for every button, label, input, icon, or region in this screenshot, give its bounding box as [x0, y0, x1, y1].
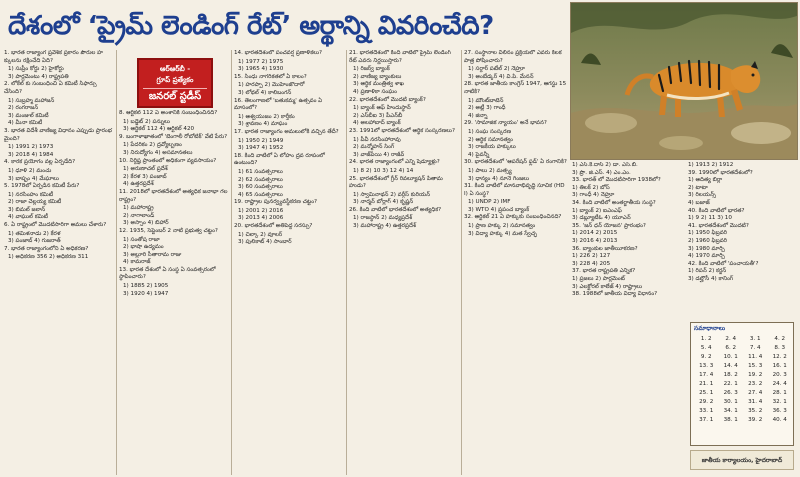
question-column-4 — [349, 50, 459, 475]
answer-option: 1) 1991 2) 1973 — [8, 144, 54, 151]
answer-cell: 13. 3 — [699, 363, 714, 369]
answer-option: 2) 1960 ఫిబ్రవరి — [688, 237, 727, 244]
question-text: 21. భారతదేశంలో కింది వాటిలో ప్రైమ్ లెండింగ్ రేట్ ఎవరు నిర్ణయిస్తారు? — [349, 50, 451, 64]
question-text: 26. కింది వాటిలో భారతదేశంలో అత్యధిక? — [349, 206, 442, 213]
question-text: 38. 1988లో జాతీయ విద్యా విధానం? — [572, 291, 658, 298]
question-text: 5. 1978లో ఏర్పడిన కమిటీ పేరు? — [4, 183, 80, 190]
answer-option: 1) రాజస్థాన్ 2) మధ్యప్రదేశ్ — [353, 215, 413, 222]
question-column-3 — [234, 50, 344, 475]
answer-cell: 26. 3 — [723, 390, 738, 396]
answer-row — [694, 407, 792, 416]
answer-option: 3) 1965 4) 1930 — [238, 66, 284, 73]
question-text: 9. బంగాళాఖాతంలో 'బెంగాలీ రోబోటిక్' వేటి పేరు? — [119, 133, 228, 140]
answer-cell: 24. 4 — [772, 381, 787, 387]
answer-cell: 1. 2 — [700, 336, 712, 342]
answer-option: 1) 2001 2) 2016 — [238, 207, 284, 214]
answer-option: 3) రాజకీయ హక్కులు — [468, 144, 516, 151]
question-text: 20. భారతదేశంలో అతిపెద్ద సరస్సు? — [234, 223, 313, 230]
question-column-2 — [119, 110, 229, 475]
answer-option: 1) ప్రజలు 2) పార్లమెంట్ — [572, 275, 625, 282]
answer-option: 3) రిలయన్స్ — [688, 192, 716, 199]
right-column-1 — [572, 162, 684, 382]
answer-option: 1) అధికరణ 356 2) అధికరణ 311 — [8, 254, 89, 261]
answer-option: 1) సర్దార్ పటేల్ 2) నెహ్రూ — [468, 66, 525, 73]
answer-option: 3) 2016 4) 2013 — [572, 237, 618, 244]
answer-option: 1) పాలు 2) మత్స్య — [468, 167, 512, 174]
answer-cell: 37. 1 — [699, 417, 714, 423]
answer-option: 3) ధాన్యం 4) నూనె గింజలు — [468, 175, 530, 182]
answer-key-title: సమాధానాలు — [694, 325, 726, 332]
answer-cell: 35. 2 — [748, 408, 763, 414]
answer-cell: 17. 4 — [699, 372, 714, 378]
page-headline: దేశంలో ‘ప్రైమ్ లెండింగ్ రేట్’ అర్థాన్ని వివరించేది? — [8, 11, 494, 41]
answer-option: 3) ఆర్థిక మంత్రిత్వ శాఖ — [353, 81, 404, 88]
answer-option: 4) జిన్నా — [468, 112, 488, 119]
question-text: 23. 1991లో భారతదేశంలో ఆర్థిక సంస్కరణలు? — [349, 127, 455, 134]
answer-row — [694, 398, 792, 407]
question-text: 25. భారతదేశంలో గ్రీన్ రివల్యూషన్ పితామహుడు? — [349, 175, 443, 190]
answer-row — [694, 389, 792, 398]
answer-cell: 40. 4 — [772, 417, 787, 423]
question-text: 2. లోకేల్ కు సంబంధించి ఏ కమిటీ సిఫార్సు చేసింది? — [4, 81, 97, 95]
question-text: 35. 'జన్ ధన్ యోజన' ప్రారంభం? — [572, 222, 646, 229]
answer-cell: 2. 4 — [725, 336, 737, 342]
tiger-photo — [570, 2, 798, 160]
answer-option: 3) పులికాట్ 4) సాంబార్ — [238, 239, 292, 246]
answer-cell: 28. 1 — [772, 390, 787, 396]
question-text: 6. ఏ రాష్ట్రంలో మొదటిసారిగా అమలు చేశారు? — [4, 222, 107, 229]
answer-cell: 29. 2 — [699, 399, 714, 405]
question-columns — [4, 50, 568, 475]
badge-line-3: జనరల్ స్టడీస్ — [143, 88, 207, 105]
answer-option: 1) అరుణాచల్ ప్రదేశ్ — [123, 166, 168, 173]
answer-option: 2) నాగాలాండ్ — [123, 212, 155, 219]
answer-option: 4) బజాజ్ — [688, 199, 710, 206]
answer-row — [694, 416, 792, 425]
question-text: 12. 1935, సెప్టెంబర్ 2 నాటి ప్రభుత్వ చట్టం? — [119, 227, 218, 234]
answer-option: 1) 8 2) 10 3) 12 4) 14 — [353, 167, 414, 174]
answer-option: 4) 65 సంవత్సరాలు — [238, 191, 283, 198]
question-text: 29. 'సామాజిక న్యాయం' అనే భావన? — [464, 120, 547, 127]
answer-cell: 38. 1 — [723, 417, 738, 423]
answer-cell: 25. 1 — [699, 390, 714, 396]
answer-option: 3) 2018 4) 1984 — [8, 151, 54, 158]
tiger-illustration — [571, 3, 798, 160]
answer-option: 1) రిజర్వ్ బ్యాంక్ — [353, 66, 390, 73]
answer-cell: 21. 1 — [699, 381, 714, 387]
answer-cell: 39. 2 — [748, 417, 763, 423]
answer-cell: 11. 4 — [748, 354, 763, 360]
answer-option: 1) 226 2) 127 — [572, 253, 611, 260]
answer-cell: 10. 1 — [723, 354, 738, 360]
answer-option: 2) అట్లీ 3) గాంధీ — [468, 105, 506, 112]
answer-option: 4) 1970 మార్చి — [688, 253, 725, 260]
answer-cell: 14. 4 — [723, 363, 738, 369]
question-text: 42. కింది వాటిలో 'పంచాయతీ'? — [688, 260, 759, 267]
answer-option: 1) తిలక్ 2) బోస్ — [572, 184, 610, 191]
answer-cell: 31. 4 — [748, 399, 763, 405]
question-text: 11. 2018లో భారతదేశంలో అత్యధిక జనాభా గల రాష్ట్రం? — [119, 188, 228, 203]
question-text: 39. 1990లో భారతదేశంలో? — [688, 169, 753, 176]
question-text: 4. కారక ప్రయోగం వల్ల ఏర్పడేది? — [4, 159, 76, 166]
answer-option: 2) రంగరాజన్ — [8, 105, 39, 112]
question-column-5 — [464, 50, 568, 475]
answer-option: 1) తమిళనాడు 2) కేరళ — [8, 230, 61, 237]
answer-option: 1) మహారాష్ట్ర — [123, 205, 154, 212]
answer-option: 1) బడ్జెట్ 2) పన్నులు — [123, 118, 170, 125]
question-text: 28. భారత జాతీయ కాంగ్రెస్ 1947, ఆగస్టు 15 నాటికి? — [464, 81, 567, 95]
answer-option: 3) అంబేడ్కర్ 4) వి.పి. మేనన్ — [468, 73, 534, 80]
answer-cell: 23. 2 — [748, 381, 763, 387]
answer-option: 3) అస్సాం 4) బిహార్ — [123, 220, 169, 227]
answer-cell: 19. 2 — [748, 372, 763, 378]
question-text: 40. కింది వాటిలో భారత? — [688, 207, 745, 214]
column-divider — [346, 50, 347, 475]
answer-option: 1) నరసింహం కమిటీ — [8, 191, 54, 198]
answer-option: 3) 1980 మార్చి — [688, 245, 725, 252]
answer-option: 3) లోథల్ 4) కాలిబంగన్ — [238, 89, 292, 96]
answer-option: 3) విద్యా హక్కు 4) మత స్వేచ్ఛ — [468, 230, 537, 237]
answer-option: 3) అల్లూరి సీతారామ రాజు — [123, 251, 182, 258]
answer-option: 3) 1920 4) 1947 — [123, 290, 169, 297]
question-text: 8. ఆర్టికల్ 112 ఏ అంశానికి సంబంధించినది? — [119, 110, 218, 116]
answer-option: 3) 60 సంవత్సరాలు — [238, 184, 283, 191]
answer-option: 4) ఉత్తరప్రదేశ్ — [123, 181, 154, 188]
answer-option: 3) నార్మన్ బోర్లాగ్ 4) కృష్ణన్ — [353, 199, 414, 206]
answer-row — [694, 362, 792, 371]
answer-option: 3) గాంధీ 4) నెహ్రూ — [572, 192, 615, 199]
answer-option: 1) రిపన్ 2) కర్జన్ — [688, 268, 727, 275]
answer-cell: 18. 2 — [723, 372, 738, 378]
answer-option: 2) భాషా ఉద్యమం — [123, 244, 164, 251]
answer-option: 3) పంజాబ్ 4) గుజరాత్ — [8, 238, 61, 245]
answer-option: 3) వాజ్‌పేయి 4) రాజీవ్ — [353, 151, 405, 158]
answer-option: 1) 1913 2) 1912 — [688, 162, 734, 168]
column-divider — [461, 50, 462, 475]
question-text: 34. కింది వాటిలో అంతర్జాతీయ సంస్థ? — [572, 199, 656, 206]
answer-option: 1) 61 సంవత్సరాలు — [238, 168, 283, 175]
answer-option: 1) UNDP 2) IMF — [468, 199, 511, 206]
answer-option: 1) ప్రాణ హక్కు 2) సమానత్వం — [468, 223, 536, 230]
answer-option: 1) చిల్కా 2) వూలర్ — [238, 231, 283, 238]
question-text: 31. కింది వాటిలో మానవాభివృద్ధి సూచిక (HDI) ఏ సంస్థ? — [464, 183, 565, 197]
answer-cell: 36. 3 — [772, 408, 787, 414]
answer-option: 2) వాణిజ్య బ్యాంకులు — [353, 73, 402, 80]
answer-option: 1) స్వామినాథన్ 2) వర్గీస్ కురియన్ — [353, 191, 431, 198]
answer-cell: 7. 4 — [749, 345, 761, 351]
answer-row — [694, 335, 792, 344]
answer-option: 2) రాజా చెల్లయ్య కమిటీ — [8, 199, 62, 206]
answer-key-box — [690, 322, 794, 446]
question-text: 13. భారత దేశంలో ఏ సంస్థ ఏ సంవత్సరంలో స్థాపించారు? — [119, 266, 216, 281]
answer-cell: 22. 1 — [723, 381, 738, 387]
answer-option: 1) 1885 2) 1905 — [123, 283, 169, 290]
answer-option: 3) ప్రొ. జి.ఎస్. 4) ఎం.ఎం. — [572, 169, 631, 176]
question-text: 37. భారత రాష్ట్రపతి ఎన్నిక? — [572, 268, 636, 275]
question-text: 27. సంస్థానాల విలీనం ప్రక్రియలో ఎవరు కీలకపాత్ర పోషించారు? — [464, 50, 562, 64]
answer-cell: 3. 1 — [749, 336, 761, 342]
question-text: 16. తెలంగాణలో 'బతుకమ్మ' ఉత్సవం ఏ మాసంలో? — [234, 97, 323, 112]
answer-option: 1) బ్యాంక్ ఆఫ్ హిందుస్థాన్ — [353, 105, 411, 112]
question-text: 41. భారతదేశంలో మొదటి? — [688, 222, 749, 229]
answer-option: 1) హరప్పా 2) మొహెంజొదారో — [238, 82, 305, 89]
answer-cell: 30. 1 — [723, 399, 738, 405]
answer-option: 4) ప్రణాళికా సంఘం — [353, 88, 397, 95]
answer-cell: 20. 3 — [772, 372, 787, 378]
answer-option: 3) డల్హౌసీ 4) కానింగ్ — [688, 275, 734, 282]
answer-cell: 9. 2 — [700, 354, 712, 360]
answer-option: 3) మంజుల్ కమిటీ — [8, 112, 49, 119]
question-text: 18. కింది వాటిలో ఏ లోహం ద్రవ రూపంలో ఉంటుంది? — [234, 152, 325, 167]
badge-line-2: గ్రూప్ ప్రత్యేకం — [156, 76, 194, 84]
answer-option: 1) 1950 2) 1949 — [238, 137, 284, 144]
answer-option: 1) ఆదిత్య బిర్లా — [688, 177, 723, 184]
answer-option: 4) అలహాబాద్ బ్యాంక్ — [353, 120, 401, 127]
answer-option: 3) నిరుద్యోగం 4) అసమానతలు — [123, 149, 193, 156]
answer-option: 3) 2013 4) 2006 — [238, 215, 284, 222]
answer-row — [694, 353, 792, 362]
column-divider — [231, 50, 232, 475]
answer-option: 2) మన్మోహన్ సింగ్ — [353, 144, 395, 151]
answer-option: 3) 228 4) 205 — [572, 260, 611, 267]
answer-option: 3) డబ్ల్యూటీఓ 4) యూఎన్ — [572, 215, 631, 222]
answer-cell: 15. 3 — [748, 363, 763, 369]
answer-option: 1) పీవీ నరసింహారావు — [353, 136, 401, 143]
question-text: 1. భారత రాజ్యాంగ ప్రవేశిక ప్రకారం పౌరుల హక్కులను రక్షించేది ఏది? — [4, 50, 103, 64]
answer-option: 2) కేరళ 3) పంజాబ్ — [123, 173, 167, 180]
answer-option: 1) 1977 2) 1975 — [238, 58, 284, 65]
answer-option: 3) ఆర్టికల్ 112 4) ఆర్టికల్ 420 — [123, 126, 195, 133]
answer-cell: 27. 4 — [748, 390, 763, 396]
answer-cell: 5. 4 — [700, 345, 712, 351]
answer-option: 3) పార్లమెంటు 4) రాష్ట్రపతి — [8, 73, 69, 80]
answer-cell: 32. 1 — [772, 399, 787, 405]
answer-cell: 4. 2 — [774, 336, 786, 342]
answer-option: 1) ఎస్.కె.దాస్ 2) డా. ఎస్.బి. — [572, 162, 638, 168]
question-text: 36. బ్యాంకుల జాతీయీకరణ? — [572, 245, 638, 252]
question-text: 24. భారత రాజ్యాంగంలో ఎన్ని షెడ్యూళ్లు? — [349, 159, 440, 166]
answer-option: 1) ధూళి 2) మంచు — [8, 167, 52, 174]
answer-option: 2) టాటా — [688, 184, 708, 191]
answer-option: 1) సంతోష రాజా — [123, 236, 160, 243]
question-column-1 — [4, 50, 114, 475]
footer-credit: జాతీయ కార్యాలయం, హైదరాబాద్ — [690, 450, 794, 470]
column-divider — [116, 50, 117, 475]
answer-option: 2) 62 సంవత్సరాలు — [238, 176, 283, 183]
answer-option: 1) సుప్రీం కోర్టు 2) హైకోర్టు — [8, 66, 64, 73]
answer-option: 1) బ్యాంక్ 2) ఐఎంఎఫ్ — [572, 207, 622, 214]
answer-option: 1) సుబ్రహ్మ మహాజన్ — [8, 97, 55, 104]
answer-option: 3) మహారాష్ట్ర 4) ఉత్తరప్రదేశ్ — [353, 223, 416, 230]
answer-cell: 12. 2 — [772, 354, 787, 360]
question-text: 30. భారతదేశంలో 'ఆపరేషన్ ఫ్లడ్' ఏ రంగానికి? — [464, 159, 567, 166]
answer-option: 3) బిమల్ జలాన్ — [8, 206, 46, 213]
answer-row — [694, 344, 792, 353]
question-text: 19. రాష్ట్రాల పునర్వ్యవస్థీకరణ చట్టం? — [234, 199, 318, 206]
question-text: 32. ఆర్టికల్ 21 ఏ హక్కుకు సంబంధించినది? — [464, 214, 562, 221]
question-text: 3. భారత విదేశీ వాణిజ్య విధానం ఎప్పుడు ప్రారంభమైంది? — [4, 127, 112, 142]
answer-option: 4) వాఘుల్ కమిటీ — [8, 214, 48, 221]
answer-option: 1) మౌంట్‌బాటెన్ — [468, 97, 504, 104]
answer-row — [694, 371, 792, 380]
answer-option: 1) 9 2) 11 3) 10 — [688, 215, 732, 222]
answer-cell: 16. 1 — [772, 363, 787, 369]
answer-key-table — [694, 335, 792, 425]
answer-row — [694, 380, 792, 389]
question-text: 14. భారతదేశంలో పంచవర్ష ప్రణాళికలు? — [234, 50, 322, 56]
answer-option: 4) మీనా కమిటీ — [8, 120, 43, 127]
question-text: 22. భారతదేశంలో మొదటి బ్యాంక్? — [349, 96, 426, 103]
answer-option: 3) 1947 4) 1952 — [238, 145, 284, 152]
answer-option: 2) ఎస్‌బీఐ 3) పీఎన్‌బీ — [353, 112, 403, 119]
question-text: 33. భారత్ లో మొదటిసారిగా 1938లో? — [572, 177, 661, 184]
answer-option: 1) ఆశ్వయుజం 2) కార్తీకం — [238, 113, 295, 120]
question-text: 15. సింధు నాగరికతలో ఏ కాలం? — [234, 73, 307, 80]
answer-option: 4) కామరాజ్ — [123, 259, 151, 266]
answer-option: 1) సంఘ సంస్కరణ — [468, 128, 512, 135]
answer-cell: 33. 1 — [699, 408, 714, 414]
question-text: 17. భారత రాజ్యాంగం అమలులోకి వచ్చిన తేదీ? — [234, 128, 339, 135]
answer-cell: 34. 1 — [723, 408, 738, 414]
badge-line-1: ఆర్‌ఆర్‌బీ - — [159, 65, 191, 73]
answer-option: 1) 2014 2) 2015 — [572, 230, 618, 237]
answer-option: 3) ఎలక్టోరల్ కాలేజ్ 4) రాష్ట్రాలు — [572, 283, 643, 290]
answer-option: 3) బాష్పం 4) మేఘాలు — [8, 175, 59, 182]
question-text: 7. భారత రాజ్యాంగంలోని ఏ అధికరణ? — [4, 245, 89, 252]
answer-cell: 6. 2 — [725, 345, 737, 351]
answer-option: 1) 1950 ఫిబ్రవరి — [688, 230, 727, 237]
answer-option: 3) శ్రావణం 4) మాఘం — [238, 121, 288, 128]
question-text: 10. నిర్దిష్ట ప్రాంతంలో అధికంగా వ్యవసాయం? — [119, 157, 217, 164]
answer-option: 1) పేదరికం 2) ద్రవ్యోల్బణం — [123, 142, 182, 149]
answer-option: 4) పైవన్నీ — [468, 151, 490, 158]
answer-option: 2) ఆర్థిక సమానత్వం — [468, 136, 513, 143]
answer-cell: 8. 3 — [774, 345, 786, 351]
answer-option: 3) WTO 4) ప్రపంచ బ్యాంక్ — [468, 206, 530, 213]
